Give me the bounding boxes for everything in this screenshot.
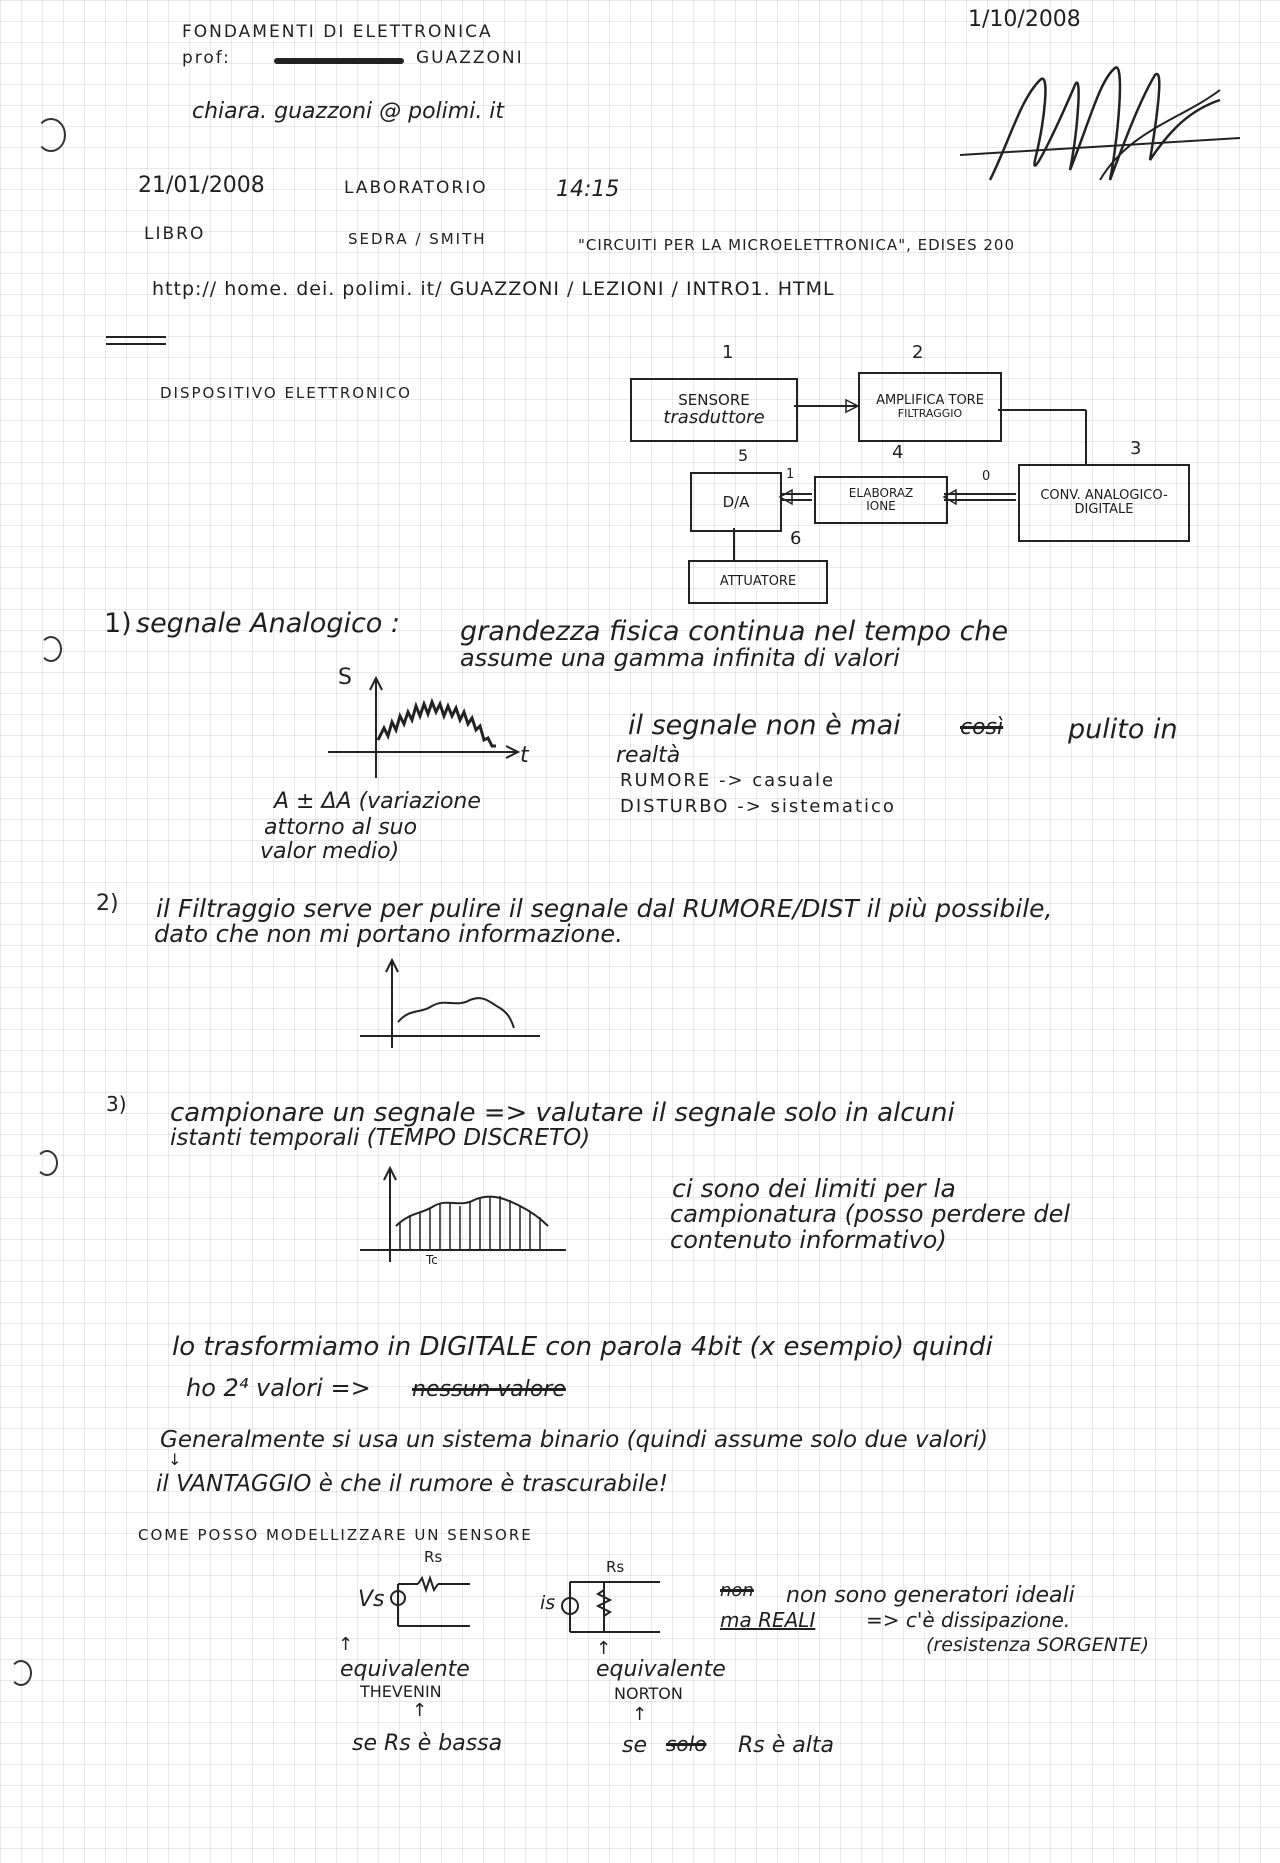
block-adc-line1: CONV. ANALOGICO-	[1040, 487, 1168, 503]
lab-time: 14:15	[556, 177, 620, 202]
digital-line2a: ho 2⁴ valori =>	[186, 1374, 371, 1402]
section2-line2: dato che non mi portano informazione.	[154, 920, 623, 948]
section1-note1: il segnale non è mai	[628, 710, 901, 741]
thevenin-vs-label: Vs	[358, 1587, 385, 1612]
block-num-6: 6	[790, 528, 802, 549]
prof-name: GUAZZONI	[416, 48, 524, 68]
section1-title: segnale Analogico :	[136, 608, 401, 639]
reference-url: http:// home. dei. polimi. it/ GUAZZONI / LEZIONI / INTRO1. HTML	[152, 278, 835, 300]
diagram-heading: DISPOSITIVO ELETTRONICO	[160, 384, 412, 402]
block-num-2: 2	[912, 342, 924, 363]
block-actuator-line1: ATTUATORE	[719, 573, 797, 589]
section3-line2: istanti temporali (TEMPO DISCRETO)	[170, 1125, 591, 1151]
section1-note1-struck: così	[960, 715, 1004, 740]
block-dac-line1: D/A	[722, 492, 750, 511]
digital-line1: lo trasformiamo in DIGITALE con parola 4bit (x esempio) quindi	[172, 1332, 993, 1362]
block-sensor-line1: SENSORE	[678, 390, 750, 409]
block-sensor-line2: trasduttore	[663, 407, 765, 429]
course-title: FONDAMENTI DI ELETTRONICA	[182, 22, 493, 42]
block-processing-line1: ELABORAZ	[848, 485, 914, 500]
section1-rumore: RUMORE -> casuale	[620, 770, 836, 791]
block-processing-line2: IONE	[866, 499, 896, 513]
section3-line1: campionare un segnale => valutare il segnale solo in alcuni	[170, 1098, 955, 1128]
section1-def1: grandezza fisica continua nel tempo che	[460, 616, 1009, 647]
block-num-4: 4	[892, 442, 904, 463]
section1-disturbo: DISTURBO -> sistematico	[620, 796, 896, 817]
section1-num: 1)	[104, 608, 132, 639]
digital-line2-struck: nessun valore	[412, 1377, 566, 1402]
section1-var2: attorno al suo	[264, 815, 418, 840]
thevenin-arrow-2: ↑	[412, 1700, 428, 1721]
section3-note2: campionatura (posso perdere del	[670, 1200, 1071, 1228]
bit-label-1: 1	[786, 467, 795, 482]
section3-note1: ci sono dei limiti per la	[672, 1174, 956, 1203]
block-num-5: 5	[738, 446, 749, 465]
norton-is-label: is	[540, 1592, 556, 1614]
lab-date: 21/01/2008	[138, 173, 265, 198]
norton-arrow: ↑	[596, 1638, 612, 1659]
thevenin-label-2: THEVENIN	[360, 1682, 442, 1701]
section3-note3: contenuto informativo)	[670, 1226, 947, 1254]
sensor-note2a: ma REALI	[720, 1608, 816, 1632]
norton-condition-a: se	[622, 1733, 647, 1758]
block-num-3: 3	[1130, 438, 1142, 459]
norton-circuit	[562, 1582, 660, 1632]
sensor-note3: (resistenza SORGENTE)	[926, 1634, 1150, 1656]
section1-var3: valor medio)	[260, 839, 400, 864]
email: chiara. guazzoni @ polimi. it	[192, 99, 505, 124]
section1-def2: assume una gamma infinita di valori	[460, 644, 900, 672]
axis-tc: Tc	[426, 1253, 438, 1267]
thevenin-rs-label: Rs	[424, 1548, 443, 1566]
block-amplifier-line2: FILTRAGGIO	[897, 407, 963, 421]
norton-condition-b: Rs è alta	[738, 1733, 834, 1758]
block-amplifier-line1: AMPLIFICA TORE	[876, 392, 984, 408]
thevenin-condition: se Rs è bassa	[352, 1731, 503, 1756]
bit-label-0: 0	[982, 469, 991, 484]
section2-line1: il Filtraggio serve per pulire il segnale dal RUMORE/DIST il più possibile,	[156, 894, 1053, 923]
sensor-note1: non sono generatori ideali	[786, 1583, 1075, 1608]
thevenin-circuit	[391, 1578, 470, 1626]
digital-line4: il VANTAGGIO è che il rumore è trascurabile!	[156, 1471, 668, 1497]
digital-line3: Generalmente si usa un sistema binario (quindi assume solo due valori)	[160, 1427, 988, 1453]
book-label: LIBRO	[144, 224, 206, 244]
block-adc-line2: DIGITALE	[1074, 502, 1134, 517]
section2-num: 2)	[96, 891, 119, 916]
norton-label-1: equivalente	[596, 1657, 726, 1682]
section3-num: 3)	[106, 1092, 127, 1116]
thevenin-arrow: ↑	[338, 1634, 354, 1655]
book-title: "CIRCUITI PER LA MICROELETTRONICA", EDISES 200	[578, 236, 1016, 254]
book-authors: SEDRA / SMITH	[348, 230, 487, 248]
thevenin-label-1: equivalente	[340, 1657, 470, 1682]
prof-prefix: prof:	[182, 48, 231, 68]
section1-note1-end: pulito in	[1068, 714, 1178, 745]
sensor-note2b: => c'è dissipazione.	[866, 1608, 1071, 1632]
lab-label: LABORATORIO	[344, 178, 488, 198]
norton-arrow-2: ↑	[632, 1704, 648, 1725]
section1-note2: realtà	[616, 743, 681, 768]
axis-t: t	[520, 743, 529, 768]
norton-condition-struck: solo	[666, 1732, 707, 1756]
section1-var1: A ± ΔA (variazione	[274, 789, 481, 814]
sensor-model-heading: COME POSSO MODELLIZZARE UN SENSORE	[138, 1526, 533, 1544]
norton-rs-label: Rs	[606, 1558, 625, 1576]
block-num-1: 1	[722, 342, 734, 363]
norton-label-2: NORTON	[614, 1684, 683, 1703]
down-arrow: ↓	[168, 1450, 182, 1469]
date-top: 1/10/2008	[968, 7, 1081, 32]
sensor-note-struck: non	[720, 1580, 754, 1601]
axis-s: S	[338, 665, 352, 690]
